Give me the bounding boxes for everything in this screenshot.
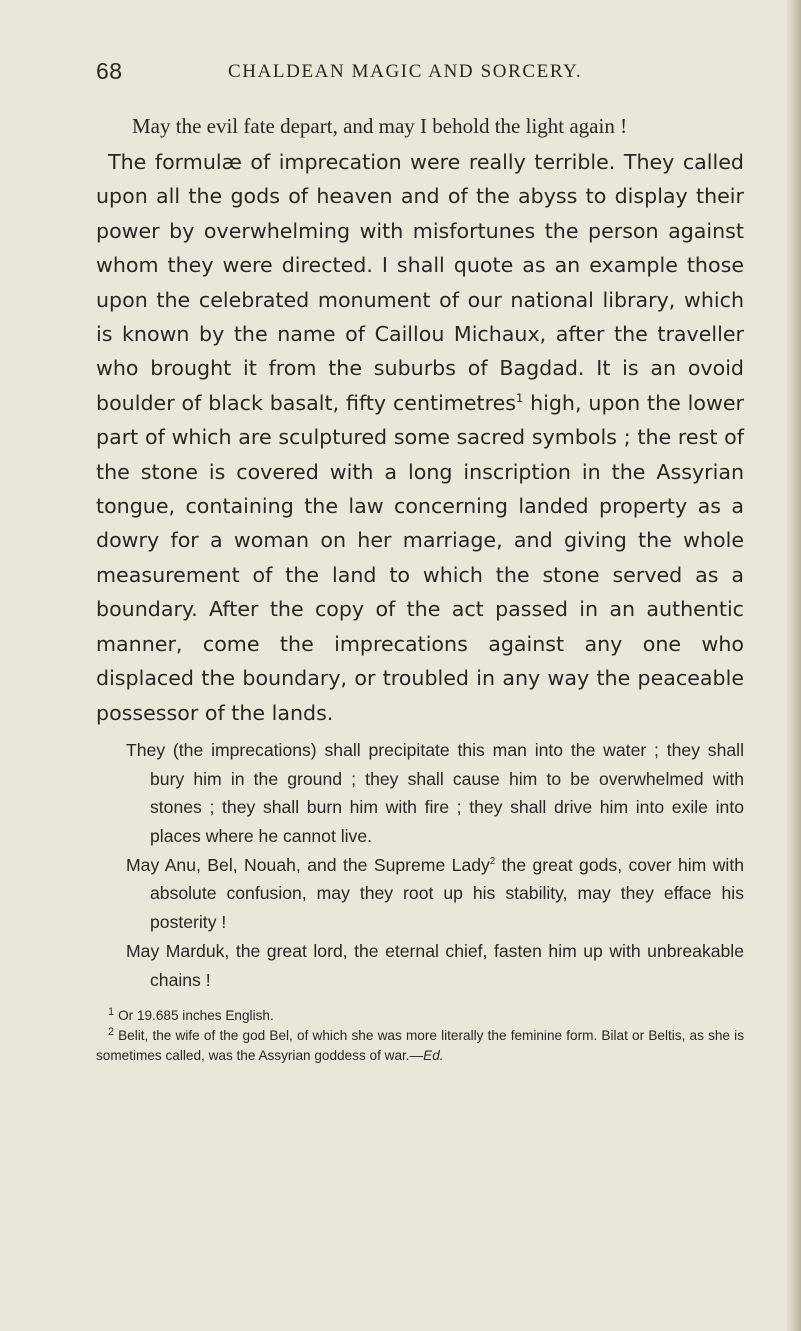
footnote-ref-2[interactable]: 2 (489, 855, 496, 867)
footnote-1 (96, 1006, 744, 1026)
quote-p2-part2: the great gods, cover him with absolute confusion, may they root up his stability, may they efface his posterity ! (150, 854, 745, 933)
page-edge-shadow (787, 0, 801, 1331)
main-paragraph-text (96, 145, 744, 730)
quote-paragraph-1: They (the imprecations) shall precipitate this man into the water ; they shall bury him in the ground ; they shall cause him to be overwhelmed with stones ; they shall burn him with fire ; they shall drive him into exile into places where he cannot live. (126, 739, 744, 847)
quote-paragraph-2 (126, 851, 744, 937)
footnote-2-mark: 2 (108, 1025, 115, 1038)
footnote-1-text: Or 19.685 inches English. (118, 1008, 274, 1024)
footnotes (96, 1006, 744, 1066)
running-title: CHALDEAN MAGIC AND SORCERY. (228, 61, 583, 82)
main-text-part2: high, upon the lower part of which are sculptured some sacred symbols ; the rest of the stone is covered with a long inscription in the Assyrian tongue, containing the law concerning landed property as a dowry for a woman on her marriage, and giving the whole measurement of the land to which the stone served as a boundary. After the copy of the act passed in an authentic manner, come the imprecations against any one who displaced the boundary, or troubled in any way the peaceable possessor of the lands. (96, 390, 744, 725)
footnote-2-text: Belit, the wife of the god Bel, of which she was more literally the feminine form. Bilat or Beltis, as she is sometimes called, was the Assyrian goddess of war.— (96, 1028, 744, 1064)
page-body (96, 110, 744, 1066)
page-number: 68 (96, 58, 123, 84)
footnote-1-mark: 1 (108, 1005, 115, 1018)
main-paragraph (96, 145, 744, 730)
imprecations-quote (96, 736, 744, 994)
opening-quote (96, 110, 744, 143)
quote-p2-part1: May Anu, Bel, Nouah, and the Supreme Lady (126, 854, 490, 875)
footnote-ref-1[interactable]: 1 (516, 390, 524, 405)
footnote-2-editor: Ed. (423, 1048, 444, 1064)
quote-paragraph-3: May Marduk, the great lord, the eternal chief, fasten him up with unbreakable chains ! (126, 940, 744, 990)
opening-quote-text: May the evil fate depart, and may I behold the light again ! (132, 114, 628, 138)
main-text-part1: The formulæ of imprecation were really terrible. They called upon all the gods of heaven and of the abyss to display their power by overwhelming with misfortunes the person against whom they were directed. I shall quote as an example those upon the celebrated monument of our national library, which is known by the name of Caillou Michaux, after the traveller who brought it from the suburbs of Bagdad. It is an ovoid boulder of black basalt, fifty centimetres (96, 150, 744, 415)
page-header (96, 58, 736, 88)
footnote-2 (96, 1026, 744, 1066)
